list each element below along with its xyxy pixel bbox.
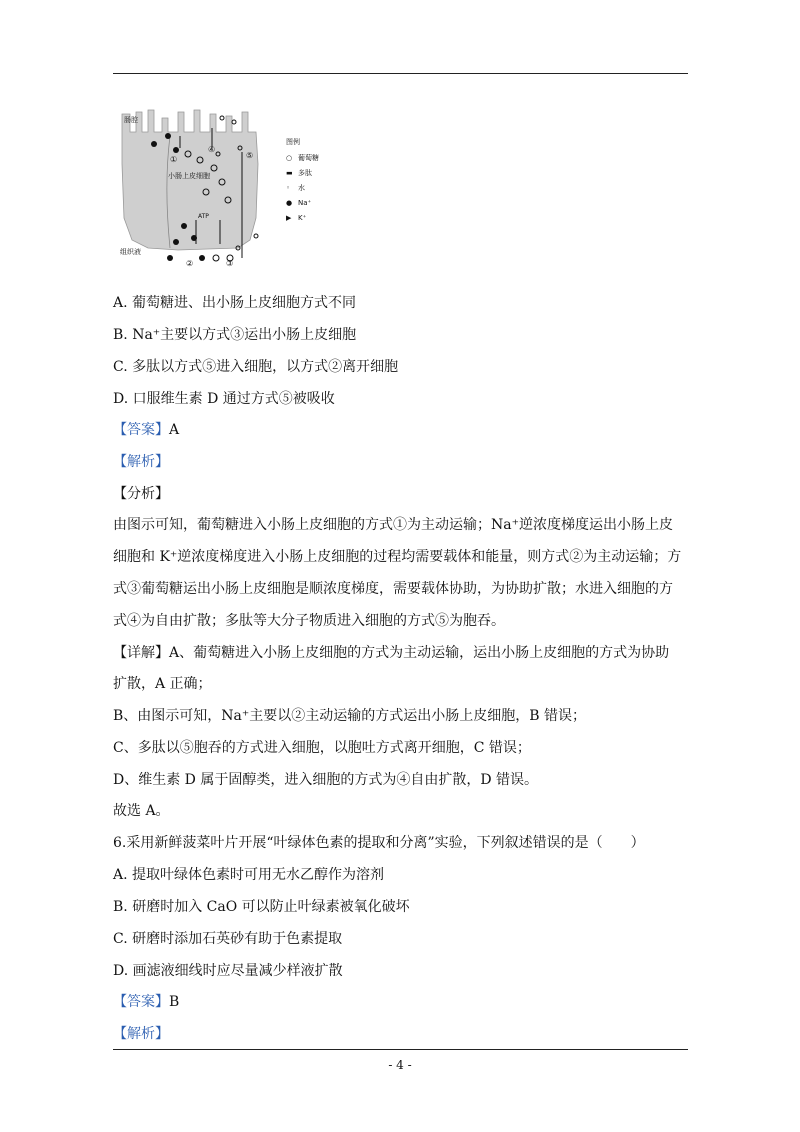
q6-analysis-tag: 【解析】 xyxy=(113,1026,169,1042)
q5-fenxi-line-4: 式④为自由扩散；多肽等大分子物质进入细胞的方式⑤为胞吞。 xyxy=(113,613,505,629)
q5-detail-line-4: C、多肽以⑤胞吞的方式进入细胞，以胞吐方式离开细胞，C 错误； xyxy=(113,740,531,756)
q5-option-b: B. Na⁺主要以方式③运出小肠上皮细胞 xyxy=(113,327,357,343)
page-number: - 4 - xyxy=(388,1058,412,1072)
q5-option-a: A. 葡萄糖进、出小肠上皮细胞方式不同 xyxy=(113,295,357,311)
answer-value: A xyxy=(169,422,180,438)
q5-detail-line-5: D、维生素 D 属于固醇类，进入细胞的方式为④自由扩散，D 错误。 xyxy=(113,772,539,788)
answer-tag: 【答案】 xyxy=(113,422,169,438)
q5-fenxi-line-1: 由图示可知，葡萄糖进入小肠上皮细胞的方式①为主动运输；Na⁺逆浓度梯度运出小肠上皮 xyxy=(113,517,673,533)
answer-tag: 【答案】 xyxy=(113,994,169,1010)
detail-text-1: A、葡萄糖进入小肠上皮细胞的方式为主动运输，运出小肠上皮细胞的方式为协助 xyxy=(169,645,670,661)
legend-label-glucose: 葡萄糖 xyxy=(298,154,319,162)
footer-rule xyxy=(113,1049,688,1050)
q5-answer xyxy=(113,420,179,440)
q6-option-c: C. 研磨时添加石英砂有助于色素提取 xyxy=(113,931,343,947)
pathway-1-label: ① xyxy=(170,155,178,164)
legend-symbol-na: ● xyxy=(286,199,293,207)
legend-label-k: K⁺ xyxy=(298,214,307,222)
q5-detail-line-3: B、由图示可知，Na⁺主要以②主动运输的方式运出小肠上皮细胞，B 错误； xyxy=(113,708,587,724)
epithelium-shape xyxy=(122,110,258,250)
legend-symbol-glucose: ○ xyxy=(286,154,293,162)
cell-label: 小肠上皮细胞 xyxy=(168,172,210,180)
q5-detail-line-2: 扩散，A 正确； xyxy=(113,676,212,692)
q6-option-a: A. 提取叶绿体色素时可用无水乙醇作为溶剂 xyxy=(113,867,385,883)
pathway-5-label: ⑤ xyxy=(246,151,254,160)
atp-label: ATP xyxy=(198,213,209,220)
legend-label-peptide: 多肽 xyxy=(298,169,312,177)
pathway-3-label: ③ xyxy=(226,259,234,268)
detail-tag: 【详解】 xyxy=(113,645,169,661)
q5-detail-line-1 xyxy=(113,643,669,663)
q6-answer xyxy=(113,992,179,1012)
q5-analysis-tag: 【解析】 xyxy=(113,454,169,470)
legend-label-na: Na⁺ xyxy=(298,199,312,207)
legend xyxy=(286,137,319,222)
legend-title: 图例 xyxy=(286,138,300,146)
q5-conclusion: 故选 A。 xyxy=(113,803,170,819)
pathway-4-label: ④ xyxy=(208,145,216,154)
legend-label-water: 水 xyxy=(298,184,305,192)
q5-option-c: C. 多肽以方式⑤进入细胞，以方式②离开细胞 xyxy=(113,359,399,375)
pathway-2-label: ② xyxy=(186,259,194,268)
legend-symbol-peptide: ▬ xyxy=(286,169,293,177)
q5-fenxi-line-3: 式③葡萄糖运出小肠上皮细胞是顺浓度梯度，需要载体协助，为协助扩散；水进入细胞的方 xyxy=(113,581,673,597)
q5-fenxi-tag: 【分析】 xyxy=(113,486,169,502)
q5-fenxi-line-2: 细胞和 K⁺逆浓度梯度进入小肠上皮细胞的过程均需要载体和能量，则方式②为主动运输；方 xyxy=(113,549,682,565)
answer-value: B xyxy=(169,994,180,1010)
cell-transport-figure xyxy=(118,108,338,268)
q5-option-d: D. 口服维生素 D 通过方式⑤被吸收 xyxy=(113,391,335,407)
tissue-fluid-label: 组织液 xyxy=(120,248,141,256)
header-rule xyxy=(113,73,688,74)
legend-symbol-water: ◦ xyxy=(286,184,291,192)
lumen-label: 肠腔 xyxy=(124,116,138,124)
legend-symbol-k: ▶ xyxy=(286,214,292,222)
q6-option-b: B. 研磨时加入 CaO 可以防止叶绿素被氧化破坏 xyxy=(113,899,410,915)
q6-stem: 6.采用新鲜菠菜叶片开展“叶绿体色素的提取和分离”实验，下列叙述错误的是（ ） xyxy=(113,835,645,851)
q6-option-d: D. 画滤液细线时应尽量减少样液扩散 xyxy=(113,963,343,979)
